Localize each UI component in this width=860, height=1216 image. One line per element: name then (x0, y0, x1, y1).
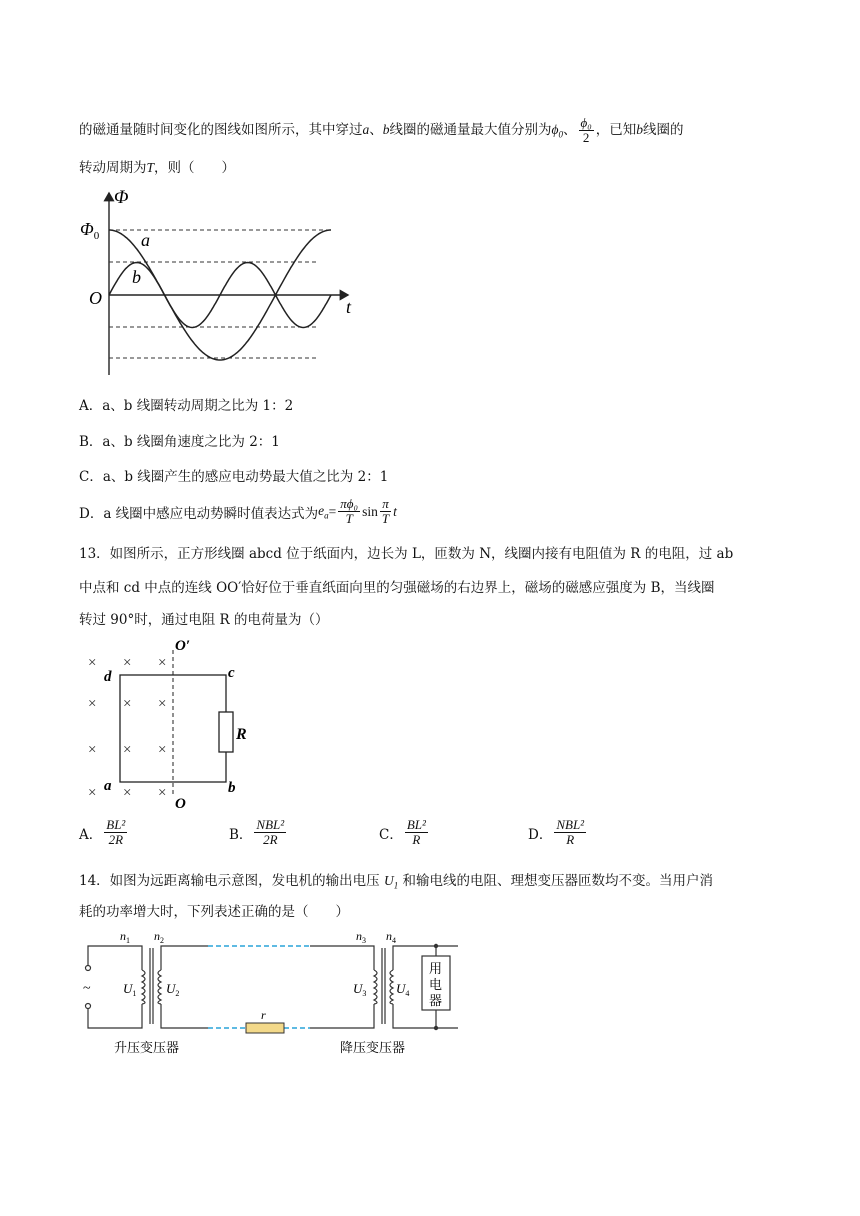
junction-dot-bottom (434, 1026, 438, 1030)
field-cross: × (123, 655, 132, 671)
step-down-secondary-coil (390, 970, 393, 1004)
primary-loop (88, 946, 142, 970)
step-up-secondary-bottom (161, 1004, 208, 1028)
field-cross: × (158, 655, 167, 671)
q14-stem-line2: 耗的功率增大时，下列表述正确的是（ ） (79, 904, 349, 920)
step-up-transformer-label: 升压变压器 (114, 1040, 180, 1055)
origin-label: O (89, 288, 102, 308)
field-cross: × (158, 696, 167, 712)
magnetic-field-crosses (88, 655, 166, 801)
field-cross: × (158, 785, 167, 801)
phi0-axis-label: $\Phi_0$ (80, 219, 100, 242)
field-cross: × (123, 696, 132, 712)
ac-terminal-top (86, 966, 91, 971)
label-n1: $n_1$ (120, 929, 130, 945)
label-u4: $U_4$ (396, 981, 410, 998)
load-label-2: 电 (429, 977, 443, 992)
label-o: O (175, 796, 186, 812)
q13-option-c[interactable]: C． $\frac{\text{BL²}}{R}$ (379, 817, 426, 847)
q13-option-b[interactable]: B． $\frac{\text{NBL²}}{2R}$ (229, 817, 285, 847)
label-o-prime: O′ (175, 638, 191, 654)
primary-loop-bottom (88, 1004, 142, 1028)
load-label-1: 用 (429, 961, 443, 976)
q14-stem-line1: 14．如图为远距离输电示意图，发电机的输出电压 $U_1$ 和输电线的电阻、理想变压器匝数均不变。当用户消 (79, 873, 714, 891)
power-transmission-diagram (78, 928, 478, 1058)
phi0-symbol: $\phi_0$ (551, 122, 563, 140)
label-r-line: r (261, 1008, 266, 1022)
q13-option-d[interactable]: D． $\frac{\text{NBL²}}{R}$ (528, 817, 585, 847)
q13-stem-line2: 中点和 cd 中点的连线 OO′恰好位于垂直纸面向里的匀强磁场的右边界上，磁场的磁感应强度为 B，当线圈 (79, 580, 715, 596)
step-down-primary-bottom (310, 1004, 374, 1028)
label-u2: $U_2$ (166, 981, 180, 998)
q12-option-b[interactable]: B．a、b 线圈角速度之比为 2：1 (79, 434, 280, 450)
label-r: R (236, 726, 247, 743)
line-resistor-r (246, 1023, 284, 1033)
q12-option-d[interactable]: D． a 线圈中感应电动势瞬时值表达式为 $e_a$ = $\frac{\text{πϕ₀}}{T}$ sin $\frac{\pi}{T}$ t (79, 496, 397, 526)
curve-a-label: a (141, 230, 150, 250)
ac-source-icon: ~ (83, 981, 91, 996)
step-down-primary-coil (374, 970, 377, 1004)
q13-stem-line3: 转过 90°时，通过电阻 R 的电荷量为（） (79, 612, 329, 628)
junction-dot-top (434, 944, 438, 948)
label-n4: $n_4$ (386, 929, 396, 945)
step-up-secondary-top (161, 946, 208, 970)
flux-time-graph (76, 185, 356, 380)
label-c: c (228, 665, 235, 681)
ac-terminal-bottom (86, 1004, 91, 1009)
q12-stem-line2: 转动周期为T，则（ ） (79, 160, 236, 176)
label-u3: $U_3$ (353, 981, 367, 998)
q12-option-a[interactable]: A．a、b 线圈转动周期之比为 1：2 (79, 398, 294, 414)
field-cross: × (88, 742, 97, 758)
load-label-3: 器 (429, 993, 443, 1008)
q13-option-a[interactable]: A． $\frac{\text{BL²}}{2R}$ (79, 817, 126, 847)
emf-amplitude-fraction: $\frac{\text{πϕ₀}}{T}$ (340, 496, 359, 526)
q13-stem-line1: 13．如图所示，正方形线圈 abcd 位于纸面内，边长为 L，匝数为 N，线圈内接有电阻值为 R 的电阻，过 ab (79, 546, 734, 562)
q12-stem-line1: 的磁通量随时间变化的图线如图所示，其中穿过a、b线圈的磁通量最大值分别为$\phi_0$、 $\frac{\text{ϕ₀}}{2}$ ，已知b线圈的 (79, 115, 684, 145)
field-cross: × (158, 742, 167, 758)
label-a: a (104, 778, 112, 794)
label-d: d (104, 669, 112, 685)
field-cross: × (123, 785, 132, 801)
coil-magnetic-field-figure (80, 632, 270, 812)
label-b: b (228, 780, 236, 796)
label-n3: $n_3$ (356, 929, 366, 945)
label-u1: $U_1$ (123, 981, 137, 998)
resistor-r (219, 712, 233, 752)
field-cross: × (88, 655, 97, 671)
step-up-primary-coil (142, 970, 145, 1004)
step-up-secondary-coil (158, 970, 161, 1004)
step-down-primary-top (310, 946, 374, 970)
emf-symbol: $e_a$ (318, 502, 329, 521)
phi-axis-label: Φ (114, 187, 129, 208)
field-cross: × (88, 785, 97, 801)
label-n2: $n_2$ (154, 929, 164, 945)
step-down-transformer-label: 降压变压器 (340, 1040, 406, 1055)
q12-option-c[interactable]: C．a、b 线圈产生的感应电动势最大值之比为 2：1 (79, 469, 389, 485)
curve-b-label: b (132, 267, 141, 287)
half-phi0-fraction: $\frac{\text{ϕ₀}}{2}$ (580, 115, 592, 145)
t-axis-label: t (346, 297, 352, 317)
omega-fraction: $\frac{\pi}{T}$ (381, 496, 390, 526)
field-cross: × (123, 742, 132, 758)
field-cross: × (88, 696, 97, 712)
